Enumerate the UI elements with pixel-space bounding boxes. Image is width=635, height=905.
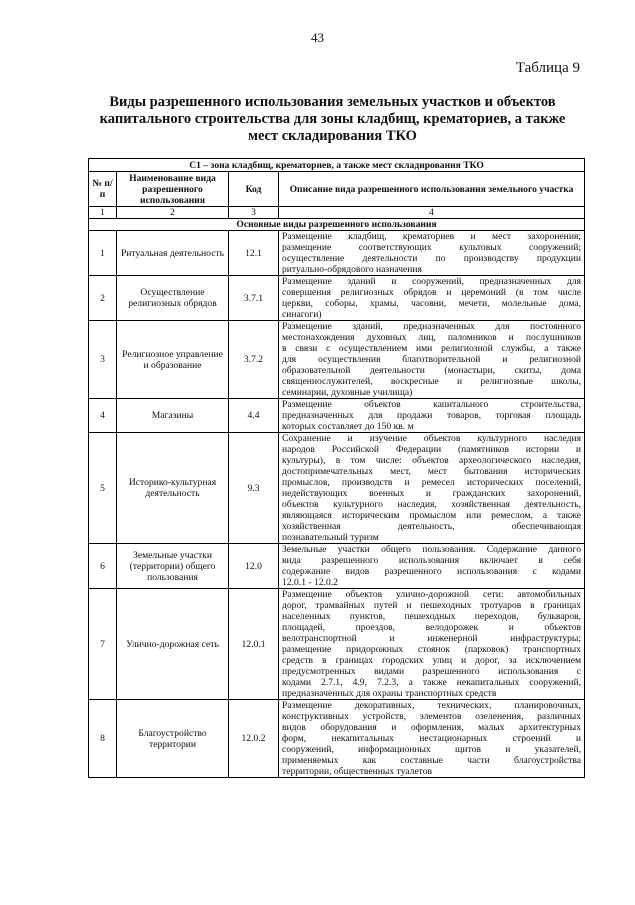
table-row <box>89 399 585 433</box>
description-line: кодами 2.7.1, 4.9, 7.2.3, а также некапитальных сооружений, <box>282 677 582 688</box>
description-line: церкви, соборы, храмы, часовни, мечети, молельные дома, <box>282 298 582 309</box>
use-name: Благоустройство территории <box>117 700 229 778</box>
use-description <box>279 231 585 276</box>
column-number: 2 <box>117 207 229 219</box>
description-line: дорог, трамвайных путей и пешеходных тротуаров в границах <box>282 600 582 611</box>
table-row <box>89 433 585 544</box>
use-description <box>279 399 585 433</box>
description-line: священнослужителей, воскресные и религиозные школы, <box>282 376 582 387</box>
table-row <box>89 321 585 399</box>
header-code: Код <box>229 172 279 207</box>
description-line: недействующих военных и гражданских захоронений, <box>282 488 582 499</box>
row-number: 6 <box>89 544 117 589</box>
description-line: народов Российской Федерации (памятников истории и <box>282 444 582 455</box>
description-line: являющаяся историческим промыслом или ремеслом, а также <box>282 510 582 521</box>
row-number: 2 <box>89 276 117 321</box>
use-code: 4.4 <box>229 399 279 433</box>
description-line: семинарии, духовные училища) <box>282 387 413 398</box>
description-line: Размещение кладбищ, крематориев и мест захоронения; <box>282 231 582 242</box>
description-line: 12.0.1 - 12.0.2 <box>282 577 338 588</box>
description-line: синагоги) <box>282 309 322 320</box>
use-code: 12.0 <box>229 544 279 589</box>
description-line: видов оборудования и оформления, малых архитектурных <box>282 722 582 733</box>
document-title <box>80 94 585 145</box>
land-use-table <box>88 158 585 778</box>
table-row <box>89 276 585 321</box>
row-number: 3 <box>89 321 117 399</box>
description-line: велотранспортной и инженерной инфраструктуры; <box>282 633 582 644</box>
description-line: предусмотренных видами разрешенного использования с <box>282 666 582 677</box>
use-name: Магазины <box>117 399 229 433</box>
title-line: Виды разрешенного использования земельных участков и объектов <box>109 94 556 110</box>
section-title: Основные виды разрешенного использования <box>89 219 585 231</box>
description-line: площадей, проездов, велодорожек и объектов <box>282 622 582 633</box>
description-line: для осуществления благотворительной и религиозной <box>282 354 582 365</box>
use-name: Религиозное управление и образование <box>117 321 229 399</box>
description-line: средств в границах городских улиц и дорог, за исключением <box>282 655 582 666</box>
description-line: хозяйственная деятельность, обеспечивающая <box>282 521 582 532</box>
use-name: Улично-дорожная сеть <box>117 589 229 700</box>
description-line: которых составляет до 150 кв. м <box>282 421 414 432</box>
header-description: Описание вида разрешенного использования земельного участка <box>279 172 585 207</box>
title-line: капитального строительства для зоны кладбищ, крематориев, а также <box>99 111 566 127</box>
table-row <box>89 589 585 700</box>
description-line: вида разрешенного использования включает в себя <box>282 555 582 566</box>
header-num: № п/п <box>89 172 117 207</box>
use-description <box>279 544 585 589</box>
description-line: форм, некапитальных нестационарных строений и <box>282 733 582 744</box>
description-line: в связи с осуществлением ими религиозной службы, а также <box>282 343 582 354</box>
description-line: Размещение объектов капитального строительства, <box>282 399 582 410</box>
use-code: 3.7.1 <box>229 276 279 321</box>
use-code: 9.3 <box>229 433 279 544</box>
use-name: Земельные участки (территории) общего пользования <box>117 544 229 589</box>
use-name: Историко-культурная деятельность <box>117 433 229 544</box>
use-name: Ритуальная деятельность <box>117 231 229 276</box>
table-row <box>89 700 585 778</box>
description-line: размещение соответствующих культовых сооружений; <box>282 242 582 253</box>
table-row <box>89 544 585 589</box>
description-line: сооружений, информационных щитов и указателей, <box>282 744 582 755</box>
description-line: применяемых как составные части благоустройства <box>282 755 582 766</box>
description-line: содержание видов разрешенного использования с кодами <box>282 566 582 577</box>
column-number: 1 <box>89 207 117 219</box>
use-description <box>279 321 585 399</box>
description-line: местонахождения духовных лиц, паломников и послушников <box>282 332 582 343</box>
description-line: достопримечательных мест, мест бытования исторических <box>282 466 582 477</box>
description-line: совершения религиозных обрядов и церемоний (в том числе <box>282 287 582 298</box>
use-name: Осуществление религиозных обрядов <box>117 276 229 321</box>
description-line: конструктивных устройств, элементов озеленения, различных <box>282 711 582 722</box>
description-line: населенных пунктов, пешеходных переходов, бульваров, <box>282 611 582 622</box>
use-description <box>279 589 585 700</box>
description-line: Размещение объектов улично-дорожной сети: автомобильных <box>282 589 582 600</box>
zone-header: С1 – зона кладбищ, крематориев, а также мест складирования ТКО <box>89 159 585 172</box>
header-name: Наименование вида разрешенного использования <box>117 172 229 207</box>
use-description <box>279 276 585 321</box>
description-line: объектов культурного наследия, хозяйственная деятельность, <box>282 499 582 510</box>
description-line: Размещение зданий, предназначенных для постоянного <box>282 321 582 332</box>
description-line: Земельные участки общего пользования. Содержание данного <box>282 544 582 555</box>
title-line: мест складирования ТКО <box>248 128 417 144</box>
description-line: Размещение декоративных, технических, планировочных, <box>282 700 582 711</box>
row-number: 7 <box>89 589 117 700</box>
column-number: 3 <box>229 207 279 219</box>
use-code: 12.0.1 <box>229 589 279 700</box>
use-code: 3.7.2 <box>229 321 279 399</box>
use-code: 12.1 <box>229 231 279 276</box>
description-line: Сохранение и изучение объектов культурного наследия <box>282 433 582 444</box>
row-number: 4 <box>89 399 117 433</box>
description-line: ритуально-обрядового назначения <box>282 264 422 275</box>
description-line: осуществление деятельности по производству продукции <box>282 253 582 264</box>
description-line: территории, общественных туалетов <box>282 766 433 777</box>
page-number: 43 <box>311 30 324 45</box>
use-description <box>279 433 585 544</box>
description-line: образовательной деятельности (монастыри, скиты, дома <box>282 365 582 376</box>
use-code: 12.0.2 <box>229 700 279 778</box>
description-line: предназначенных для охраны транспортных средств <box>282 688 497 699</box>
column-number: 4 <box>279 207 585 219</box>
use-description <box>279 700 585 778</box>
description-line: предназначенных для продажи товаров, торговая площадь <box>282 410 582 421</box>
description-line: культуры), в том числе: объектов археологического наследия, <box>282 455 582 466</box>
row-number: 5 <box>89 433 117 544</box>
row-number: 1 <box>89 231 117 276</box>
table-label: Таблица 9 <box>515 60 580 76</box>
description-line: Размещение зданий и сооружений, предназначенных для <box>282 276 582 287</box>
table-body <box>89 231 585 778</box>
table-row <box>89 231 585 276</box>
description-line: размещение придорожных стоянок (парковок) транспортных <box>282 644 582 655</box>
row-number: 8 <box>89 700 117 778</box>
description-line: познавательный туризм <box>282 532 379 543</box>
description-line: промыслов, производств и ремесел исторических поселений, <box>282 477 582 488</box>
